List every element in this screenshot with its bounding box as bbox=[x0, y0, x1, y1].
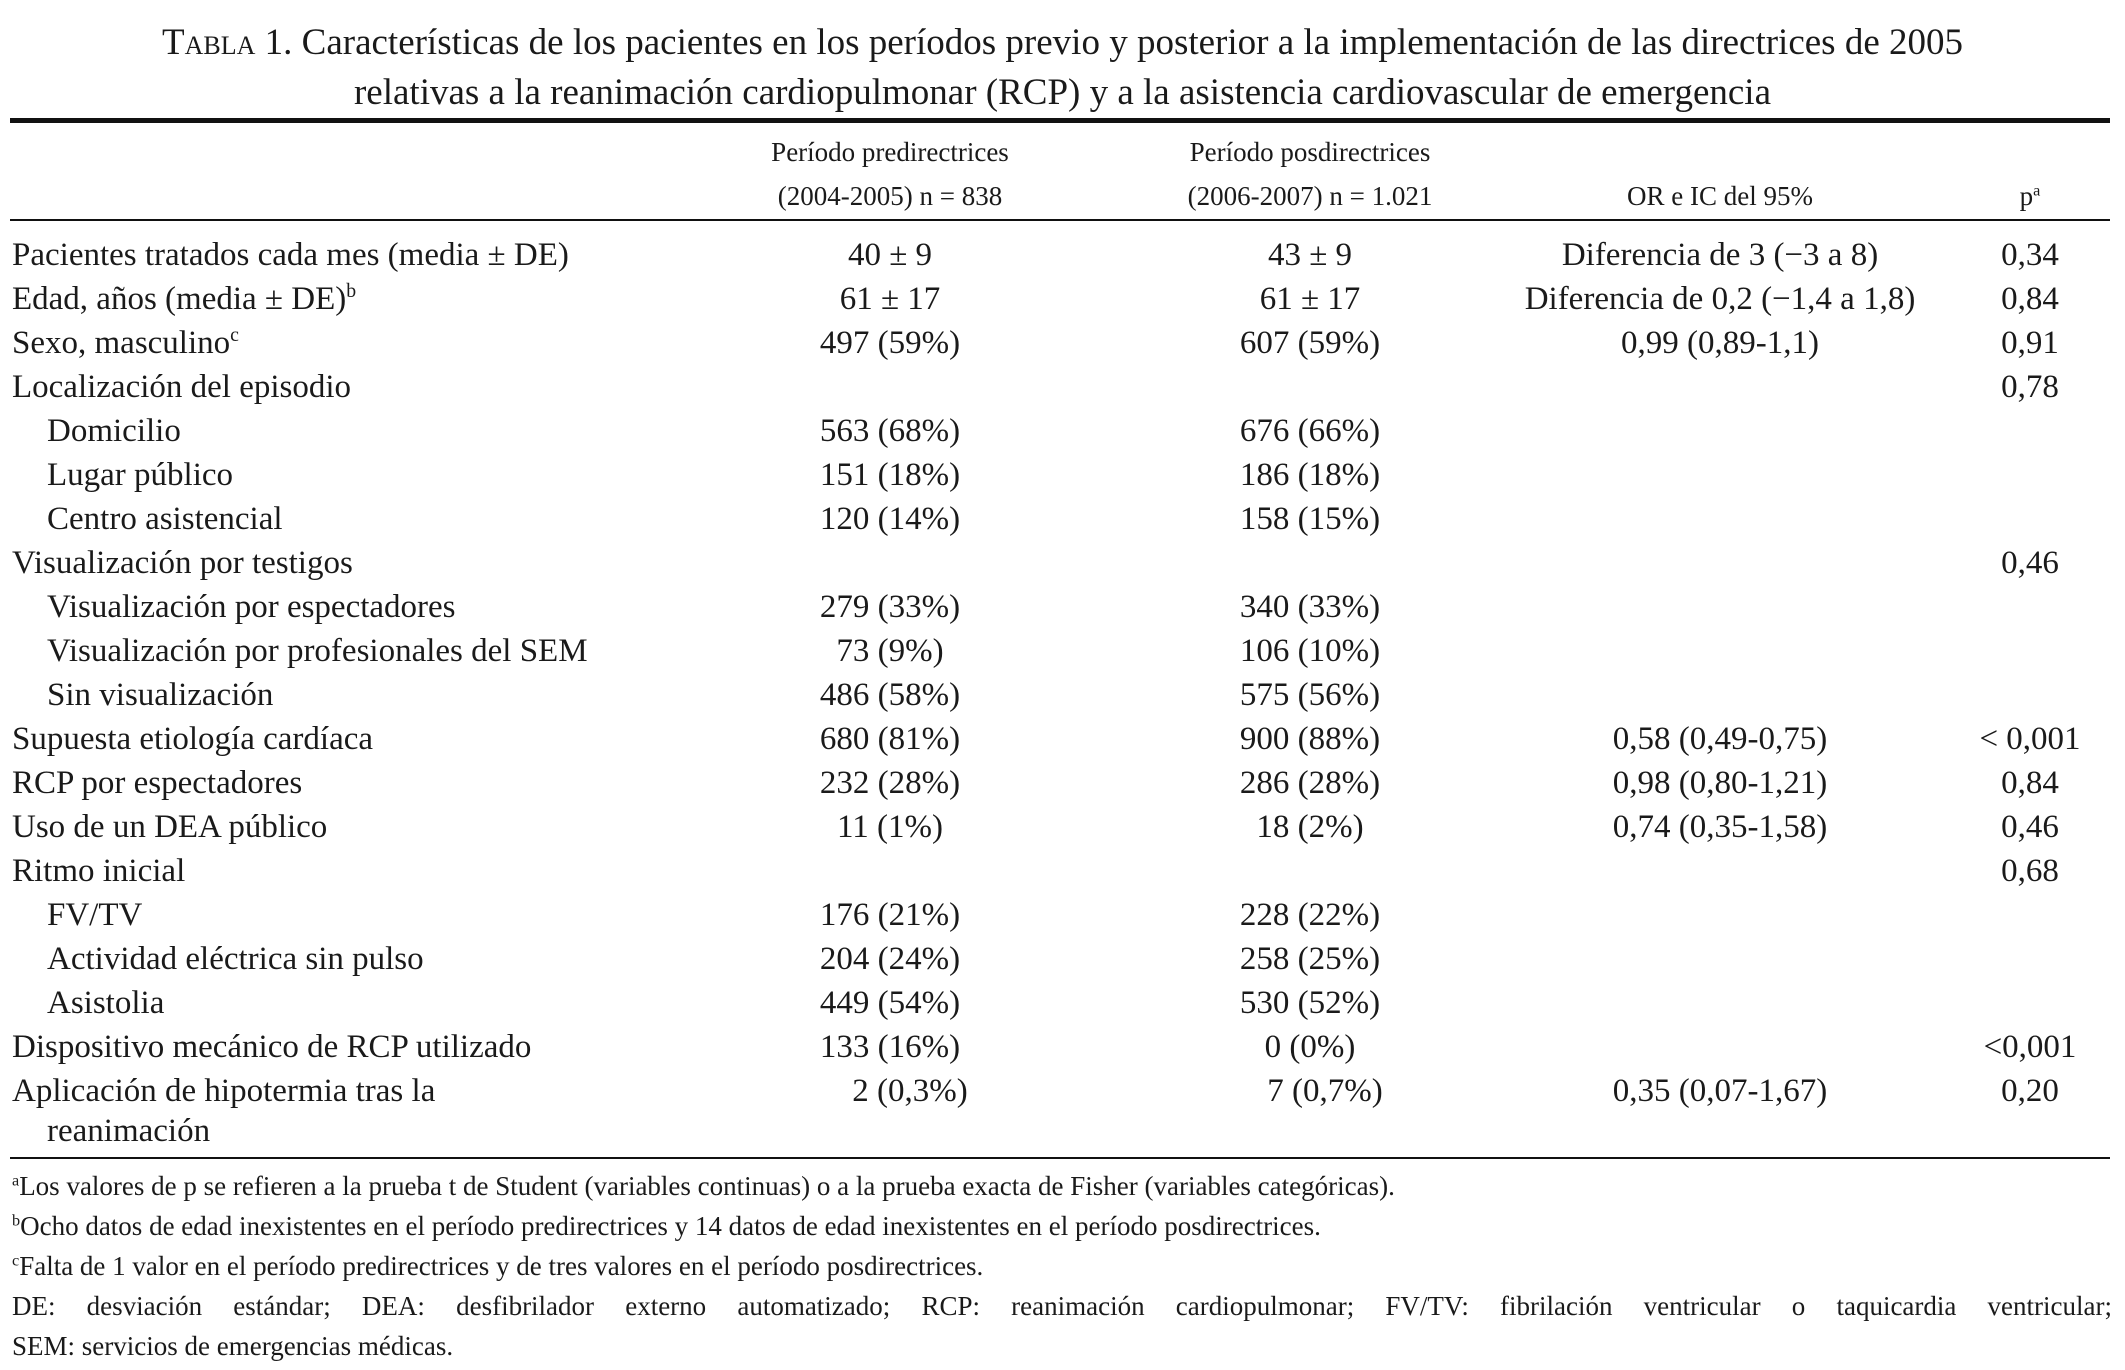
row-pre-value: 151 (18%) bbox=[819, 457, 961, 493]
row-post-value: 0 (0%) bbox=[1264, 1029, 1356, 1065]
row-label: Lugar público bbox=[47, 457, 234, 493]
row-p-value: 0,84 bbox=[2001, 765, 2059, 801]
row-label: Localización del episodio bbox=[12, 369, 352, 405]
row-post-value: 530 (52%) bbox=[1239, 985, 1381, 1021]
table-row bbox=[0, 321, 2125, 365]
table-row bbox=[0, 365, 2125, 409]
row-pre-value: 61 ± 17 bbox=[839, 281, 941, 317]
caption-title-part-1: Características de los pacientes en los períodos previo y posterior a la implementación de las directrices de 2005 bbox=[292, 22, 1963, 63]
row-label: reanimación bbox=[47, 1113, 211, 1149]
row-pre-value: 176 (21%) bbox=[819, 897, 961, 933]
caption-line-1 bbox=[0, 18, 2125, 68]
footnote-b: $^b$Ocho datos de edad inexistentes en el período predirectrices y 14 datos de edad inexistentes en el período posdirectrices. bbox=[12, 1211, 1321, 1241]
row-label: Uso de un DEA público bbox=[12, 809, 328, 845]
table-row bbox=[0, 277, 2125, 321]
row-or-value: 0,99 (0,89-1,1) bbox=[1621, 325, 1819, 361]
table-row bbox=[0, 761, 2125, 805]
row-or-value: 0,35 (0,07-1,67) bbox=[1612, 1073, 1828, 1109]
caption-label: Tabla bbox=[162, 22, 256, 63]
row-pre-value: 232 (28%) bbox=[819, 765, 961, 801]
row-post-value: 258 (25%) bbox=[1239, 941, 1381, 977]
row-p-value: < 0,001 bbox=[1979, 721, 2081, 757]
table-row bbox=[0, 409, 2125, 453]
column-header-post bbox=[1140, 130, 1480, 218]
row-label: Sexo, masculino$^c$ bbox=[12, 324, 239, 361]
row-label: Actividad eléctrica sin pulso bbox=[47, 941, 424, 977]
column-header-pre bbox=[720, 130, 1060, 218]
row-post-value: 18 (2%) bbox=[1256, 809, 1364, 845]
row-post-value: 228 (22%) bbox=[1239, 897, 1381, 933]
table-caption bbox=[0, 18, 2125, 118]
row-label: Visualización por testigos bbox=[12, 545, 353, 581]
footnote-a-mark: a bbox=[12, 1171, 20, 1190]
table-row bbox=[0, 233, 2125, 277]
abbreviations-line-1: DE: desviación estándar; DEA: desfibrilador externo automatizado; RCP: reanimación cardiopulmonar; FV/TV: fibrilación ventricular o taquicardia ventricular; bbox=[12, 1291, 2112, 1321]
row-or-value: Diferencia de 0,2 (−1,4 a 1,8) bbox=[1524, 281, 1916, 317]
row-post-value: 676 (66%) bbox=[1239, 413, 1381, 449]
table-row bbox=[0, 541, 2125, 585]
table-row bbox=[0, 673, 2125, 717]
row-p-value: 0,84 bbox=[2001, 281, 2059, 317]
row-label: Edad, años (media ± DE)$^b$ bbox=[12, 280, 357, 317]
row-p-value: 0,34 bbox=[2001, 237, 2059, 273]
row-or-value: Diferencia de 3 (−3 a 8) bbox=[1561, 237, 1879, 273]
row-post-value: 286 (28%) bbox=[1239, 765, 1381, 801]
row-post-value: 7 (0,7%) bbox=[1267, 1073, 1383, 1109]
row-label: Domicilio bbox=[47, 413, 181, 449]
column-header-p-label: p bbox=[2019, 181, 2034, 211]
row-p-value: <0,001 bbox=[1983, 1029, 2077, 1065]
row-label: RCP por espectadores bbox=[12, 765, 303, 801]
table-row bbox=[0, 981, 2125, 1025]
row-label: Supuesta etiología cardíaca bbox=[12, 721, 374, 757]
row-label: Aplicación de hipotermia tras la bbox=[12, 1073, 436, 1109]
table-row bbox=[0, 717, 2125, 761]
abbreviations-line-2: SEM: servicios de emergencias médicas. bbox=[12, 1331, 454, 1361]
caption-number: 1. bbox=[255, 22, 293, 63]
column-header-p-footnote-mark: a bbox=[2033, 181, 2041, 200]
row-post-value: 158 (15%) bbox=[1239, 501, 1381, 537]
row-p-value: 0,78 bbox=[2001, 369, 2059, 405]
table-row-continuation bbox=[0, 1109, 2125, 1153]
column-header-or bbox=[1520, 174, 1920, 218]
row-label: Centro asistencial bbox=[47, 501, 283, 537]
row-p-value: 0,68 bbox=[2001, 853, 2059, 889]
row-pre-value: 40 ± 9 bbox=[847, 237, 933, 273]
row-pre-value: 680 (81%) bbox=[819, 721, 961, 757]
caption-line-2: relativas a la reanimación cardiopulmonar (RCP) y a la asistencia cardiovascular de emergencia bbox=[353, 72, 1772, 113]
row-p-value: 0,46 bbox=[2001, 809, 2059, 845]
row-post-value: 900 (88%) bbox=[1239, 721, 1381, 757]
table-row bbox=[0, 1069, 2125, 1113]
table-row bbox=[0, 453, 2125, 497]
row-post-value: 61 ± 17 bbox=[1259, 281, 1361, 317]
row-label: Dispositivo mecánico de RCP utilizado bbox=[12, 1029, 532, 1065]
row-post-value: 43 ± 9 bbox=[1267, 237, 1353, 273]
row-or-value: 0,74 (0,35-1,58) bbox=[1612, 809, 1828, 845]
column-header-or-label: OR e IC del 95% bbox=[1627, 181, 1813, 211]
table-row bbox=[0, 893, 2125, 937]
row-label: FV/TV bbox=[47, 897, 143, 933]
row-label: Pacientes tratados cada mes (media ± DE) bbox=[12, 237, 569, 273]
footnote-a: $^a$Los valores de p se refieren a la prueba t de Student (variables continuas) o a la prueba exacta de Fisher (variables categóricas). bbox=[12, 1171, 1395, 1201]
table-row bbox=[0, 629, 2125, 673]
row-post-value: 186 (18%) bbox=[1239, 457, 1381, 493]
row-or-value: 0,98 (0,80-1,21) bbox=[1612, 765, 1828, 801]
bottom-rule bbox=[10, 1157, 2110, 1159]
row-label: Visualización por profesionales del SEM bbox=[47, 633, 588, 669]
footnote-c: $^c$Falta de 1 valor en el período predirectrices y de tres valores en el período posdirectrices. bbox=[12, 1251, 984, 1281]
row-p-value: 0,91 bbox=[2001, 325, 2059, 361]
row-label: Sin visualización bbox=[47, 677, 274, 713]
row-pre-value: 120 (14%) bbox=[819, 501, 961, 537]
table-row bbox=[0, 1025, 2125, 1069]
row-pre-value: 73 (9%) bbox=[836, 633, 944, 669]
row-pre-value: 279 (33%) bbox=[819, 589, 961, 625]
table-row bbox=[0, 937, 2125, 981]
row-p-value: 0,20 bbox=[2001, 1073, 2059, 1109]
row-post-value: 575 (56%) bbox=[1239, 677, 1381, 713]
header-rule bbox=[10, 219, 2110, 221]
table-row bbox=[0, 585, 2125, 629]
row-or-value: 0,58 (0,49-0,75) bbox=[1612, 721, 1828, 757]
row-label: Ritmo inicial bbox=[12, 853, 186, 889]
top-rule bbox=[10, 118, 2110, 123]
row-label: Visualización por espectadores bbox=[47, 589, 456, 625]
column-header-pre-line-2: (2004-2005) n = 838 bbox=[777, 181, 1003, 211]
row-pre-value: 497 (59%) bbox=[819, 325, 961, 361]
row-p-value: 0,46 bbox=[2001, 545, 2059, 581]
footnote-b-mark: b bbox=[12, 1211, 21, 1230]
row-label: Asistolia bbox=[47, 985, 165, 1021]
row-post-value: 106 (10%) bbox=[1239, 633, 1381, 669]
table-row bbox=[0, 497, 2125, 541]
row-pre-value: 449 (54%) bbox=[819, 985, 961, 1021]
row-pre-value: 11 (1%) bbox=[837, 809, 943, 845]
column-header-p bbox=[1955, 174, 2105, 218]
row-pre-value: 204 (24%) bbox=[819, 941, 961, 977]
footnote-c-mark: c bbox=[12, 1251, 20, 1270]
column-header-pre-line-1: Período predirectrices bbox=[771, 137, 1009, 167]
row-pre-value: 563 (68%) bbox=[819, 413, 961, 449]
row-post-value: 340 (33%) bbox=[1239, 589, 1381, 625]
row-post-value: 607 (59%) bbox=[1239, 325, 1381, 361]
table-footnotes bbox=[12, 1166, 2112, 1366]
column-header-post-line-2: (2006-2007) n = 1.021 bbox=[1187, 181, 1433, 211]
row-pre-value: 133 (16%) bbox=[819, 1029, 961, 1065]
row-pre-value: 2 (0,3%) bbox=[852, 1073, 968, 1109]
table-row bbox=[0, 849, 2125, 893]
table-row bbox=[0, 805, 2125, 849]
column-header-post-line-1: Período posdirectrices bbox=[1189, 137, 1431, 167]
row-pre-value: 486 (58%) bbox=[819, 677, 961, 713]
